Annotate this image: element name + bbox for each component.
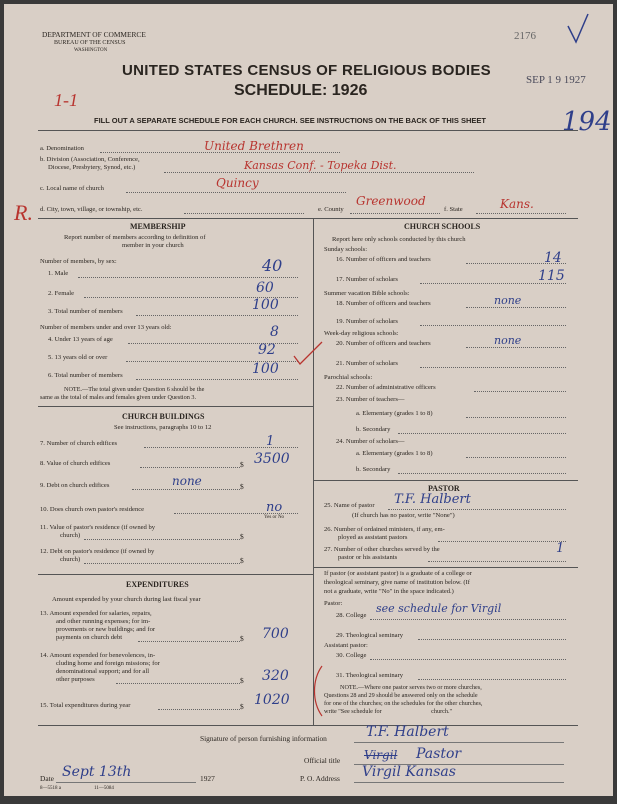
- q2-label: 2. Female: [48, 290, 75, 297]
- city-label: WASHINGTON: [74, 48, 108, 53]
- stamp-number: 2176: [514, 30, 536, 42]
- q22-label: 22. Number of administrative officers: [336, 384, 436, 391]
- q17-label: 17. Number of scholars: [336, 276, 398, 283]
- q12-label-2: church): [60, 556, 81, 563]
- q26-label: 26. Number of ordained ministers, if any, em-: [324, 526, 445, 533]
- q1-label: 1. Male: [48, 270, 69, 277]
- q15-label: 15. Total expenditures during year: [40, 702, 131, 709]
- department-label: DEPARTMENT OF COMMERCE: [42, 30, 146, 39]
- signature-value: T.F. Halbert: [366, 724, 449, 740]
- q6-label: 6. Total number of members: [48, 372, 123, 379]
- instruction-line: FILL OUT A SEPARATE SCHEDULE FOR EACH CHURCH. SEE INSTRUCTIONS ON THE BACK OF THIS SHEET: [94, 116, 486, 125]
- q16-label: 16. Number of officers and teachers: [336, 256, 431, 263]
- form-subtitle: SCHEDULE: 1926: [234, 82, 368, 99]
- county-value: Greenwood: [356, 194, 426, 208]
- local-name-label: c. Local name of church: [40, 185, 104, 192]
- date-value: Sept 13th: [62, 764, 132, 780]
- q24a-label: a. Elementary (grades 1 to 8): [356, 450, 433, 457]
- q8-label: 8. Value of church edifices: [40, 460, 111, 467]
- date-year: 1927: [200, 774, 215, 783]
- q4-under13-value: 8: [270, 324, 279, 340]
- division-label: b. Division (Association, Conference,: [40, 156, 140, 163]
- q20-label: 20. Number of officers and teachers: [336, 340, 431, 347]
- q26-label-2: ployed as assistant pastors: [338, 534, 408, 541]
- q27-value: 1: [556, 541, 565, 556]
- q10-value: no: [266, 500, 283, 515]
- pastor-heading: PASTOR: [428, 484, 460, 493]
- q13-label-2: and other running expenses; for im-: [56, 618, 151, 625]
- q24-label: 24. Number of scholars—: [336, 438, 405, 445]
- q12-label: 12. Debt on pastor's residence (if owned by: [40, 548, 155, 555]
- q2-female-value: 60: [256, 280, 274, 296]
- q14-label: 14. Amount expended for benevolences, in-: [40, 652, 156, 659]
- q13-label: 13. Amount expended for salaries, repairs,: [40, 610, 152, 617]
- q19-label: 19. Number of scholars: [336, 318, 398, 325]
- q6-total-value: 100: [252, 361, 279, 377]
- denomination-label: a. Denomination: [40, 145, 84, 152]
- q31-label: 31. Theological seminary: [336, 672, 404, 679]
- membership-instruction: Report number of members according to definition of: [64, 234, 206, 241]
- q3-label: 3. Total number of members: [48, 308, 123, 315]
- membership-instruction-2: member in your church: [122, 242, 184, 249]
- graduate-instruction-2: theological seminary, give name of institution below. (If: [324, 579, 470, 586]
- q3-total-value: 100: [252, 297, 279, 313]
- weekday-schools-label: Week-day religious schools:: [324, 330, 399, 337]
- expenditures-heading: EXPENDITURES: [126, 580, 189, 589]
- q28-value: see schedule for Virgil: [376, 602, 502, 615]
- parochial-schools-label: Parochial schools:: [324, 374, 373, 381]
- date-stamp: SEP 1 9 1927: [526, 74, 586, 86]
- q15-value: 1020: [254, 692, 290, 708]
- pastor-note-2: Questions 28 and 29 should be answered only on the schedule: [324, 692, 478, 699]
- denomination-value: United Brethren: [204, 139, 304, 153]
- q15-dollar: $: [240, 702, 244, 711]
- q11-label-2: church): [60, 532, 81, 539]
- q14-value: 320: [262, 668, 289, 684]
- q7-edifices-value: 1: [266, 434, 275, 449]
- q7-label: 7. Number of church edifices: [40, 440, 118, 447]
- q9-dollar: $: [240, 482, 244, 491]
- division-label-2: Diocese, Presbytery, Synod, etc.): [48, 164, 136, 171]
- q16-value: 14: [544, 250, 562, 266]
- state-label: f. State: [444, 206, 463, 213]
- q14-dollar: $: [240, 676, 244, 685]
- q5-over13-value: 92: [258, 342, 276, 358]
- q27-label: 27. Number of other churches served by the: [324, 546, 440, 553]
- pastor-note: NOTE.—Where one pastor serves two or more churches,: [340, 684, 482, 691]
- sunday-schools-label: Sunday schools:: [324, 246, 368, 253]
- division-value: Kansas Conf. - Topeka Dist.: [244, 159, 397, 172]
- q1-male-value: 40: [262, 256, 283, 275]
- q17-value: 115: [538, 268, 565, 284]
- census-form: [4, 4, 613, 796]
- q9-label: 9. Debt on church edifices: [40, 482, 110, 489]
- q29-label: 29. Theological seminary: [336, 632, 404, 639]
- official-title-value: Pastor: [416, 746, 462, 762]
- q13-label-3: provements or new buildings; and for: [56, 626, 156, 633]
- q27-label-2: pastor or his assistants: [338, 554, 398, 561]
- graduate-instruction-3: not a graduate, write "No" in the space indicated.): [324, 588, 454, 595]
- city-town-label: d. City, town, village, or township, etc.: [40, 206, 143, 213]
- membership-heading: MEMBERSHIP: [130, 222, 186, 231]
- red-check-icon: [292, 340, 324, 366]
- expenditures-instruction: Amount expended by your church during last fiscal year: [52, 596, 201, 603]
- q4-label: 4. Under 13 years of age: [48, 336, 113, 343]
- schools-instruction: Report here only schools conducted by this church: [332, 236, 466, 243]
- schools-heading: CHURCH SCHOOLS: [404, 222, 481, 231]
- assistant-pastor-label: Assistant pastor:: [324, 642, 368, 649]
- form-title: UNITED STATES CENSUS OF RELIGIOUS BODIES: [122, 62, 491, 79]
- q25-pastor-name: T.F. Halbert: [394, 492, 471, 507]
- q8-value: 3500: [254, 451, 290, 467]
- q13-dollar: $: [240, 634, 244, 643]
- q13-label-4: payments on church debt: [56, 634, 123, 641]
- q8-dollar: $: [240, 460, 244, 469]
- age-label: Number of members under and over 13 years old:: [40, 324, 172, 331]
- q13-value: 700: [262, 626, 289, 642]
- q10-option: Yes or No: [264, 515, 285, 520]
- state-value: Kans.: [500, 197, 534, 211]
- members-by-sex-label: Number of members, by sex:: [40, 258, 117, 265]
- official-title-label: Official title: [304, 756, 341, 765]
- q9-debt-value: none: [172, 474, 202, 488]
- q23-label: 23. Number of teachers—: [336, 396, 405, 403]
- membership-note: NOTE.—The total given under Question 6 should be the: [64, 386, 205, 393]
- left-mark: 1-1: [54, 90, 78, 110]
- q23b-label: b. Secondary: [356, 426, 391, 433]
- local-name-value: Quincy: [216, 176, 259, 190]
- q14-label-2: cluding home and foreign missions; for: [56, 660, 160, 667]
- county-label: e. County: [318, 206, 344, 213]
- q25-label: 25. Name of pastor: [324, 502, 375, 509]
- graduate-instruction: If pastor (or assistant pastor) is a graduate of a college or: [324, 570, 472, 577]
- q10-label: 10. Does church own pastor's residence: [40, 506, 145, 513]
- form-number-2: 11—5084: [94, 786, 114, 791]
- buildings-heading: CHURCH BUILDINGS: [122, 412, 205, 421]
- q5-label: 5. 13 years old or over: [48, 354, 108, 361]
- pastor-sub-label: Pastor:: [324, 600, 343, 607]
- check-mark-icon: [566, 12, 590, 46]
- q11-label: 11. Value of pastor's residence (if owned by: [40, 524, 156, 531]
- vacation-schools-label: Summer vacation Bible schools:: [324, 290, 410, 297]
- q11-dollar: $: [240, 532, 244, 541]
- q28-label: 28. College: [336, 612, 367, 619]
- r-mark: R.: [14, 200, 33, 225]
- address-value: Virgil Kansas: [362, 764, 456, 780]
- official-title-strike: Virgil: [364, 748, 398, 762]
- q20-value: none: [494, 334, 522, 347]
- pastor-note-3: for one of the churches; on the schedules for the other churches,: [324, 700, 483, 707]
- q21-label: 21. Number of scholars: [336, 360, 398, 367]
- membership-note-2: same as the total of males and females given under Question 3.: [40, 394, 197, 401]
- q18-value: none: [494, 294, 522, 307]
- address-label: P. O. Address: [300, 774, 340, 783]
- bureau-label: BUREAU OF THE CENSUS: [54, 40, 126, 46]
- date-label: Date: [40, 774, 54, 783]
- handwritten-code: 194: [562, 107, 612, 137]
- q24b-label: b. Secondary: [356, 466, 391, 473]
- q14-label-3: denominational support; and for all: [56, 668, 150, 675]
- q14-label-4: other purposes: [56, 676, 95, 683]
- form-number: 8—5518 a: [40, 786, 61, 791]
- q12-dollar: $: [240, 556, 244, 565]
- q18-label: 18. Number of officers and teachers: [336, 300, 431, 307]
- q25-note: (If church has no pastor, write "None"): [352, 512, 455, 519]
- q30-label: 30. College: [336, 652, 367, 659]
- buildings-instruction: See instructions, paragraphs 10 to 12: [114, 424, 212, 431]
- pastor-note-4: write "See schedule for church.": [324, 708, 453, 715]
- q23a-label: a. Elementary (grades 1 to 8): [356, 410, 433, 417]
- signature-label: Signature of person furnishing information: [200, 734, 327, 743]
